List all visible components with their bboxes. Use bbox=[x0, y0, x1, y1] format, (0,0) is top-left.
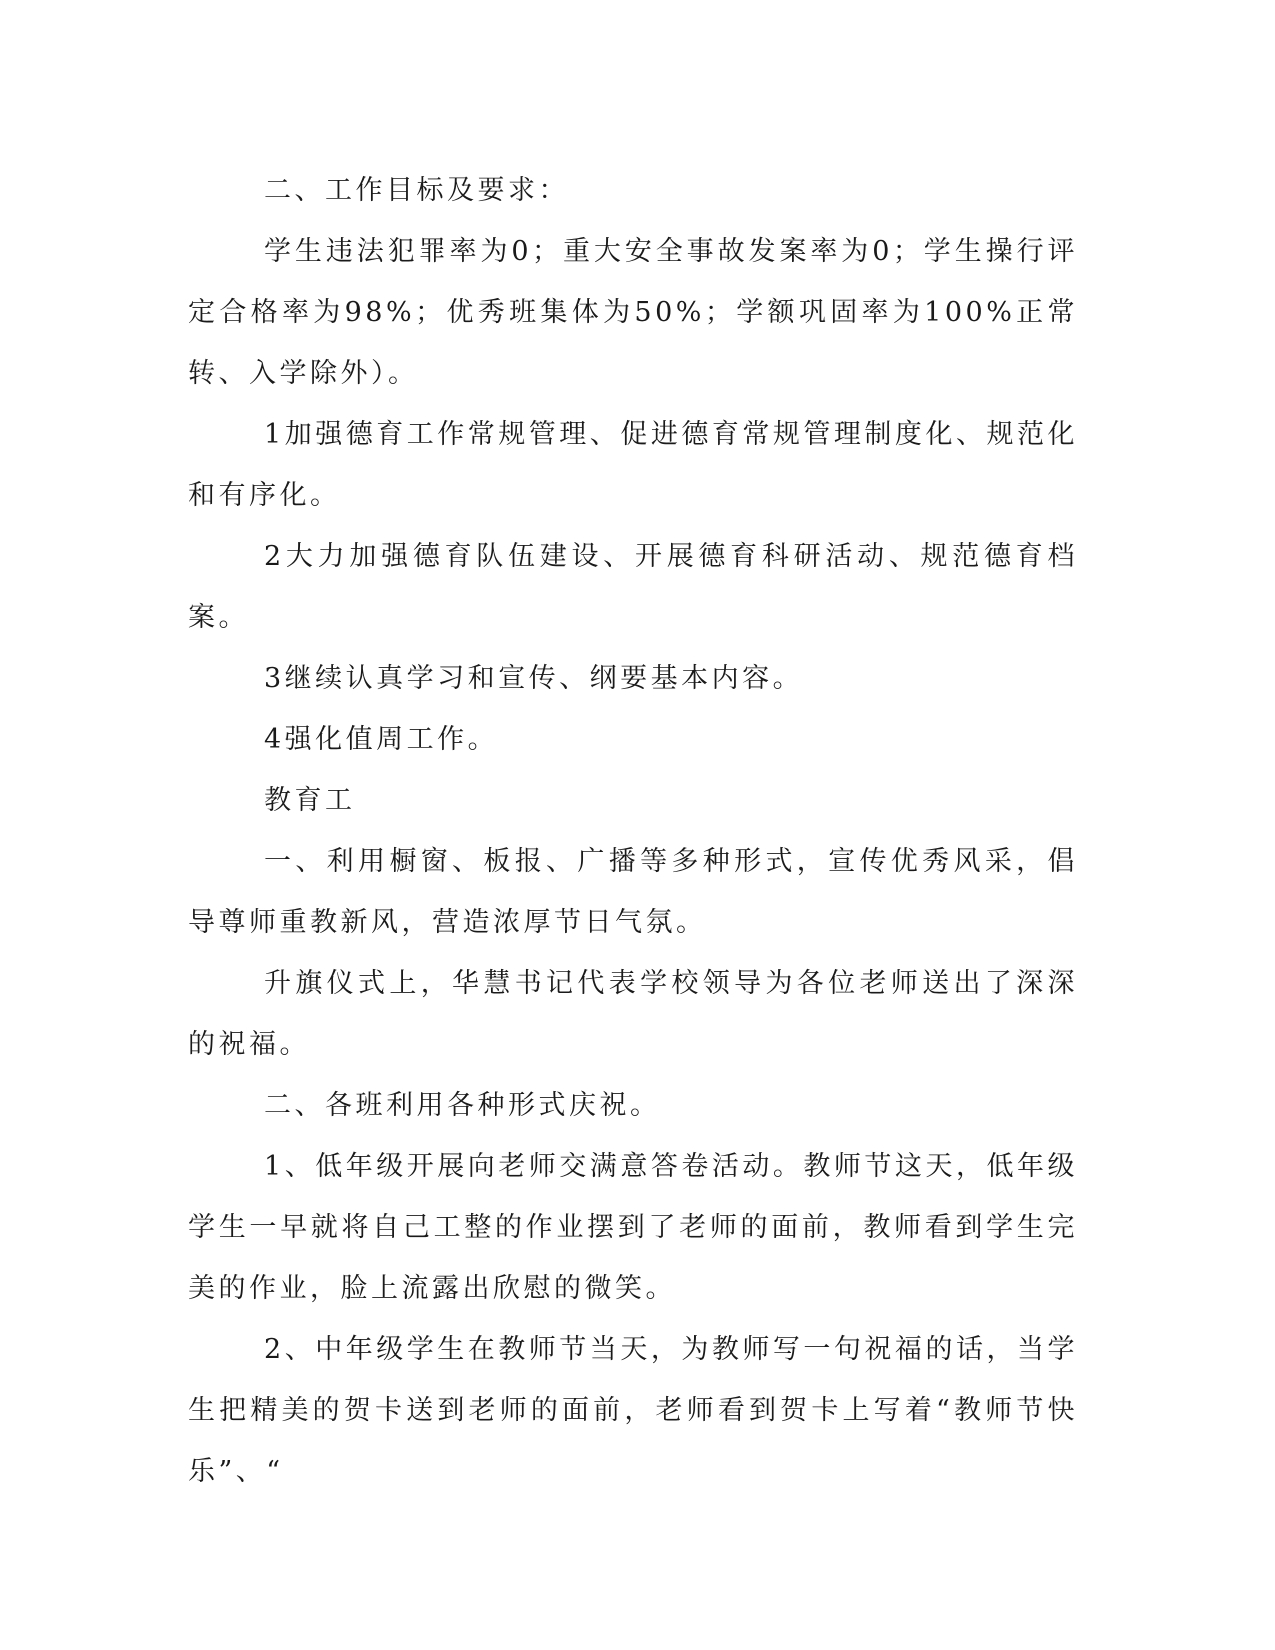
list-item-2: 2大力加强德育队伍建设、开展德育科研活动、规范德育档案。 bbox=[188, 541, 1078, 633]
list-item-3: 3继续认真学习和宣传、纲要基本内容。 bbox=[264, 663, 804, 694]
list-item-1: 1加强德育工作常规管理、促进德育常规管理制度化、规范化和有序化。 bbox=[188, 419, 1078, 511]
paragraph-flag-ceremony: 升旗仪式上，华慧书记代表学校领导为各位老师送出了深深的祝福。 bbox=[188, 968, 1078, 1060]
section-label-education: 教育工 bbox=[264, 785, 356, 816]
section-heading-goals: 二、工作目标及要求： bbox=[264, 175, 569, 206]
paragraph-targets: 学生违法犯罪率为0；重大安全事故发案率为0；学生操行评定合格率为98%；优秀班集体为50%；学额巩固率为100%正常转、入学除外）。 bbox=[188, 236, 1078, 389]
document-body bbox=[188, 160, 1078, 1502]
paragraph-lower-grades: 1、低年级开展向老师交满意答卷活动。教师节这天，低年级学生一早就将自己工整的作业摆到了老师的面前，教师看到学生完美的作业，脸上流露出欣慰的微笑。 bbox=[188, 1151, 1078, 1304]
list-item-4: 4强化值周工作。 bbox=[264, 724, 499, 755]
section-heading-class-celebrations: 二、各班利用各种形式庆祝。 bbox=[264, 1090, 661, 1121]
paragraph-publicity: 一、利用橱窗、板报、广播等多种形式，宣传优秀风采，倡导尊师重教新风，营造浓厚节日气氛。 bbox=[188, 846, 1078, 938]
paragraph-middle-grades: 2、中年级学生在教师节当天，为教师写一句祝福的话，当学生把精美的贺卡送到老师的面前，老师看到贺卡上写着“教师节快乐”、“ bbox=[188, 1334, 1078, 1487]
